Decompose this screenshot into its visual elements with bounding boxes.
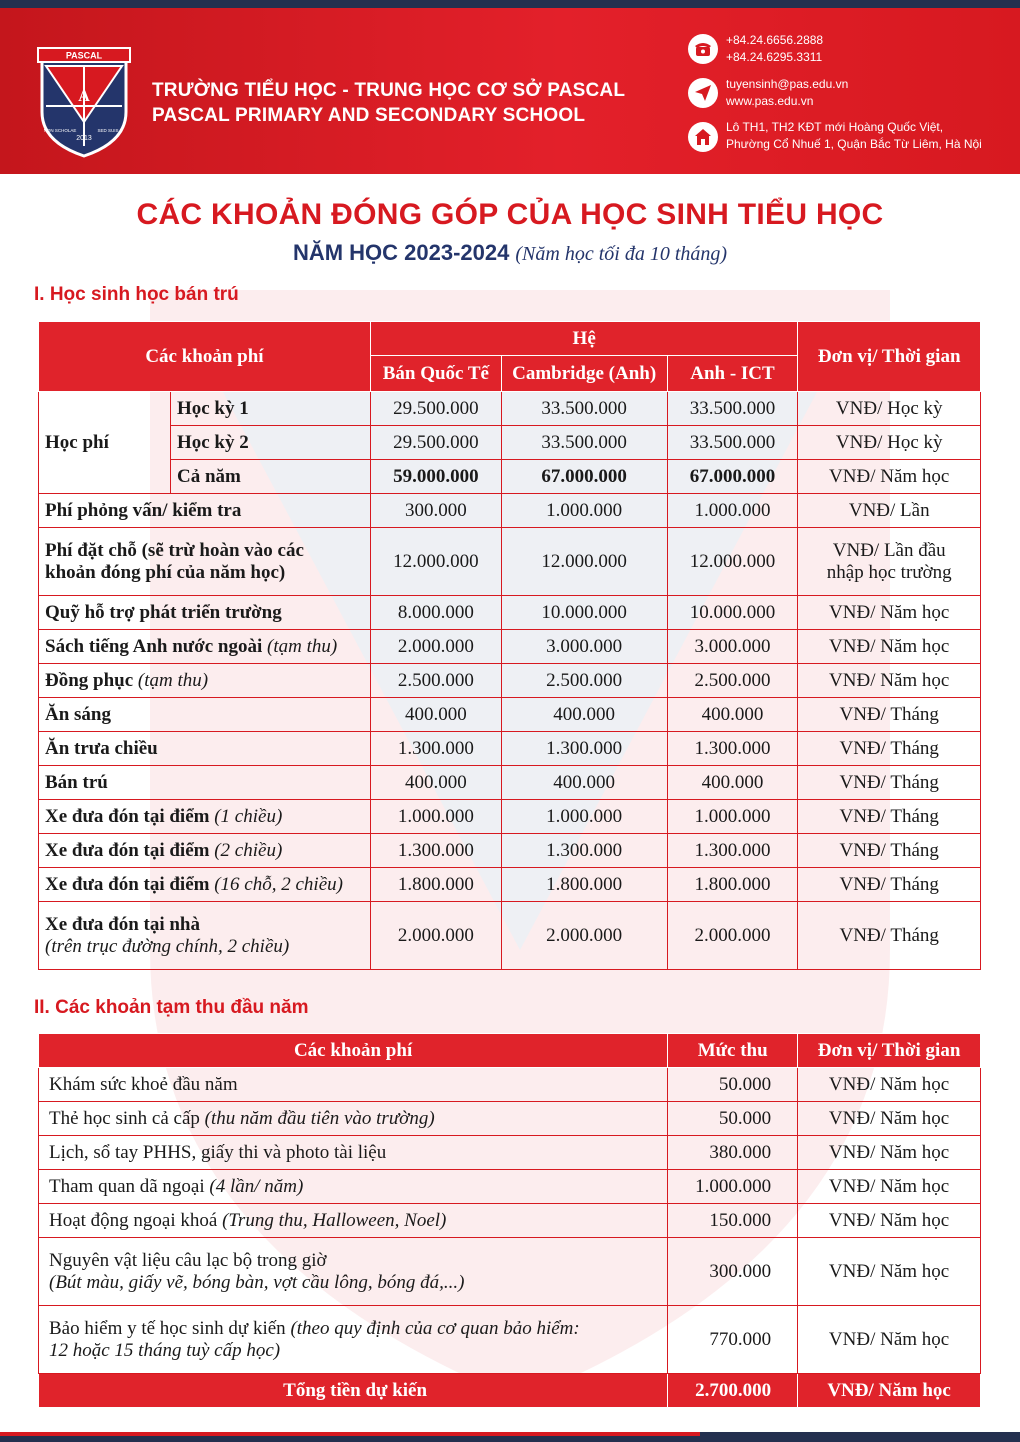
fee-label bbox=[39, 834, 371, 868]
fee-label-note-2: 12 hoặc 15 tháng tuỳ cấp học) bbox=[49, 1339, 281, 1361]
fee-label bbox=[39, 664, 371, 698]
fee-label-main: Khám sức khoẻ đầu năm bbox=[49, 1073, 238, 1095]
footer-border bbox=[0, 1432, 1020, 1442]
table-row bbox=[39, 800, 981, 834]
school-year-note: (Năm học tối đa 10 tháng) bbox=[515, 243, 728, 265]
page-subtitle bbox=[0, 240, 1020, 266]
page-title: CÁC KHOẢN ĐÓNG GÓP CỦA HỌC SINH TIỂU HỌC bbox=[136, 198, 884, 231]
fee-label bbox=[39, 800, 371, 834]
fee-value: 1.300.000 bbox=[667, 834, 798, 868]
fee-value: 2.500.000 bbox=[667, 664, 798, 698]
fee-amount: 50.000 bbox=[668, 1102, 798, 1136]
program-header: Bán Quốc Tế bbox=[370, 356, 501, 392]
start-of-year-fee-table bbox=[38, 1033, 981, 1408]
fee-value: 12.000.000 bbox=[370, 528, 501, 596]
send-icon bbox=[688, 78, 718, 108]
fee-value: 2.500.000 bbox=[370, 664, 501, 698]
fee-value: 2.000.000 bbox=[667, 902, 798, 970]
fee-value: 2.500.000 bbox=[501, 664, 667, 698]
table-row bbox=[39, 494, 981, 528]
table-row bbox=[39, 1306, 981, 1374]
fee-label bbox=[39, 1136, 668, 1170]
fee-value: 400.000 bbox=[370, 766, 501, 800]
fee-unit: VNĐ/ Tháng bbox=[798, 902, 981, 970]
header-unit: Đơn vị/ Thời gian bbox=[798, 1034, 981, 1068]
email-link[interactable]: tuyensinh@pas.edu.vn bbox=[726, 77, 849, 91]
fee-label: Ăn sáng bbox=[39, 698, 371, 732]
table-row bbox=[39, 698, 981, 732]
fee-value: 1.800.000 bbox=[501, 868, 667, 902]
fee-label bbox=[39, 1204, 668, 1238]
program-header: Anh - ICT bbox=[667, 356, 798, 392]
fee-value: 1.300.000 bbox=[501, 732, 667, 766]
school-crest-logo bbox=[34, 46, 134, 158]
fee-label-note: (Bút màu, giấy vẽ, bóng bàn, vợt cầu lông, bóng đá,...) bbox=[49, 1271, 465, 1293]
fee-value: 400.000 bbox=[370, 698, 501, 732]
fee-unit: VNĐ/ Tháng bbox=[798, 698, 981, 732]
section-2-heading: II. Các khoản tạm thu đầu năm bbox=[34, 997, 309, 1018]
table-row bbox=[39, 426, 981, 460]
header-fees: Các khoản phí bbox=[39, 322, 371, 392]
term-label: Học kỳ 2 bbox=[170, 426, 370, 460]
table-row bbox=[39, 596, 981, 630]
fee-label bbox=[39, 1102, 668, 1136]
fee-label-note: (1 chiều) bbox=[214, 805, 283, 827]
fee-label-main: Thẻ học sinh cả cấp bbox=[49, 1107, 200, 1129]
program-header: Cambridge (Anh) bbox=[501, 356, 667, 392]
home-icon bbox=[688, 122, 718, 152]
fee-unit: VNĐ/ Năm học bbox=[798, 1102, 981, 1136]
fee-value: 29.500.000 bbox=[370, 392, 501, 426]
fee-label-main: Xe đưa đón tại điểm bbox=[45, 873, 210, 895]
fee-value: 400.000 bbox=[667, 698, 798, 732]
total-unit: VNĐ/ Năm học bbox=[798, 1374, 981, 1408]
term-label: Cả năm bbox=[170, 460, 370, 494]
fee-label bbox=[39, 1238, 668, 1306]
fee-unit: VNĐ/ Năm học bbox=[798, 630, 981, 664]
table-row bbox=[39, 1204, 981, 1238]
semi-boarding-fee-table bbox=[38, 321, 981, 970]
fee-value: 8.000.000 bbox=[370, 596, 501, 630]
table-row bbox=[39, 1170, 981, 1204]
term-label: Học kỳ 1 bbox=[170, 392, 370, 426]
phone-number-1[interactable]: +84.24.6656.2888 bbox=[726, 33, 824, 47]
fee-label bbox=[39, 1170, 668, 1204]
fee-value: 1.300.000 bbox=[667, 732, 798, 766]
table-row bbox=[39, 630, 981, 664]
fee-unit: VNĐ/ Tháng bbox=[798, 766, 981, 800]
tuition-label: Học phí bbox=[39, 392, 171, 494]
address-line-1: Lô TH1, TH2 KĐT mới Hoàng Quốc Việt, bbox=[726, 120, 944, 134]
fee-amount: 150.000 bbox=[668, 1204, 798, 1238]
fee-value: 1.300.000 bbox=[501, 834, 667, 868]
fee-unit: VNĐ/ Năm học bbox=[798, 1068, 981, 1102]
fee-value: 2.000.000 bbox=[370, 630, 501, 664]
school-year: NĂM HỌC 2023-2024 bbox=[292, 240, 510, 265]
fee-value: 300.000 bbox=[370, 494, 501, 528]
table-row bbox=[39, 1238, 981, 1306]
fee-unit-line-2: nhập học trường bbox=[826, 561, 952, 583]
total-row bbox=[39, 1374, 981, 1408]
fee-label-note: (2 chiều) bbox=[214, 839, 283, 861]
fee-label-main: Đồng phục bbox=[45, 669, 134, 691]
school-name-vietnamese: TRƯỜNG TIỂU HỌC - TRUNG HỌC CƠ SỞ PASCAL bbox=[152, 80, 626, 101]
fee-value: 33.500.000 bbox=[501, 426, 667, 460]
header-banner bbox=[0, 8, 1020, 174]
fee-label-note: (4 lần/ năm) bbox=[209, 1175, 304, 1197]
fee-label-note: (trên trục đường chính, 2 chiều) bbox=[45, 935, 290, 957]
fee-unit: VNĐ/ Lần bbox=[798, 494, 981, 528]
fee-label bbox=[39, 1306, 668, 1374]
section-1-heading: I. Học sinh học bán trú bbox=[34, 284, 239, 305]
fee-amount: 1.000.000 bbox=[668, 1170, 798, 1204]
top-border bbox=[0, 0, 1020, 8]
phone-icon bbox=[688, 34, 718, 64]
table-row bbox=[39, 1068, 981, 1102]
fee-value: 10.000.000 bbox=[667, 596, 798, 630]
website-link[interactable]: www.pas.edu.vn bbox=[726, 94, 814, 108]
fee-unit: VNĐ/ Năm học bbox=[798, 664, 981, 698]
table-row bbox=[39, 1102, 981, 1136]
total-label: Tổng tiền dự kiến bbox=[39, 1374, 668, 1408]
fee-value: 12.000.000 bbox=[501, 528, 667, 596]
fee-value: 2.000.000 bbox=[370, 902, 501, 970]
fee-value: 400.000 bbox=[667, 766, 798, 800]
fee-amount: 50.000 bbox=[668, 1068, 798, 1102]
fee-value: 1.000.000 bbox=[667, 800, 798, 834]
table-row bbox=[39, 460, 981, 494]
fee-label bbox=[39, 902, 371, 970]
fee-value: 1.800.000 bbox=[667, 868, 798, 902]
fee-label: Ăn trưa chiều bbox=[39, 732, 371, 766]
fee-value: 1.000.000 bbox=[501, 800, 667, 834]
fee-value: 29.500.000 bbox=[370, 426, 501, 460]
fee-label-main: Xe đưa đón tại điểm bbox=[45, 805, 210, 827]
total-amount: 2.700.000 bbox=[668, 1374, 798, 1408]
fee-label bbox=[39, 868, 371, 902]
fee-value: 400.000 bbox=[501, 766, 667, 800]
footer-accent bbox=[0, 1432, 700, 1436]
crest-motto-right: SED SUIS bbox=[97, 128, 119, 133]
fee-unit: VNĐ/ Học kỳ bbox=[798, 392, 981, 426]
fee-value: 1.000.000 bbox=[667, 494, 798, 528]
fee-label-line-2: khoản đóng phí của năm học) bbox=[45, 561, 286, 583]
fee-label bbox=[39, 1068, 668, 1102]
header-fees: Các khoản phí bbox=[39, 1034, 668, 1068]
fee-label-main: Lịch, sổ tay PHHS, giấy thi và photo tài liệu bbox=[49, 1141, 387, 1163]
table-row bbox=[39, 766, 981, 800]
fee-unit: VNĐ/ Năm học bbox=[798, 460, 981, 494]
fee-label-note: (tạm thu) bbox=[267, 635, 338, 657]
fee-amount: 380.000 bbox=[668, 1136, 798, 1170]
table-row bbox=[39, 732, 981, 766]
table-row bbox=[39, 528, 981, 596]
table-row bbox=[39, 868, 981, 902]
fee-label-main: Xe đưa đón tại điểm bbox=[45, 839, 210, 861]
fee-label-main: Xe đưa đón tại nhà bbox=[45, 913, 200, 935]
fee-label-main: Tham quan dã ngoại bbox=[49, 1175, 205, 1197]
fee-label-note: (theo quy định của cơ quan bảo hiểm: bbox=[290, 1317, 580, 1339]
fee-label-note: (16 chỗ, 2 chiều) bbox=[214, 873, 343, 895]
fee-value: 3.000.000 bbox=[667, 630, 798, 664]
address-line-2: Phường Cổ Nhuế 1, Quận Bắc Từ Liêm, Hà Nội bbox=[726, 137, 982, 151]
fee-unit: VNĐ/ Năm học bbox=[798, 1238, 981, 1306]
fee-value: 33.500.000 bbox=[501, 392, 667, 426]
fee-label-main: Bảo hiểm y tế học sinh dự kiến bbox=[49, 1317, 286, 1339]
phone-number-2[interactable]: +84.24.6295.3311 bbox=[726, 50, 823, 64]
fee-label-note: (thu năm đầu tiên vào trường) bbox=[204, 1107, 435, 1129]
fee-label-note: (tạm thu) bbox=[137, 669, 209, 691]
fee-unit: VNĐ/ Năm học bbox=[798, 1170, 981, 1204]
table-row bbox=[39, 902, 981, 970]
crest-banner-text: PASCAL bbox=[65, 50, 103, 61]
fee-unit: VNĐ/ Học kỳ bbox=[798, 426, 981, 460]
crest-year: 2013 bbox=[76, 135, 92, 142]
fee-label-main: Nguyên vật liệu câu lạc bộ trong giờ bbox=[49, 1249, 327, 1271]
fee-value: 33.500.000 bbox=[667, 392, 798, 426]
fee-value: 1.300.000 bbox=[370, 834, 501, 868]
fee-unit: VNĐ/ Năm học bbox=[798, 596, 981, 630]
fee-label: Bán trú bbox=[39, 766, 371, 800]
fee-label: Quỹ hỗ trợ phát triển trường bbox=[39, 596, 371, 630]
fee-unit: VNĐ/ Tháng bbox=[798, 834, 981, 868]
fee-unit: VNĐ/ Năm học bbox=[798, 1306, 981, 1374]
fee-value: 67.000.000 bbox=[667, 460, 798, 494]
fee-value: 3.000.000 bbox=[501, 630, 667, 664]
header-unit: Đơn vị/ Thời gian bbox=[798, 322, 981, 392]
fee-unit: VNĐ/ Năm học bbox=[798, 1204, 981, 1238]
fee-value: 400.000 bbox=[501, 698, 667, 732]
fee-value: 1.000.000 bbox=[370, 800, 501, 834]
fee-label bbox=[39, 528, 371, 596]
fee-label-line-1: Phí đặt chỗ (sẽ trừ hoàn vào các bbox=[45, 539, 304, 561]
fee-unit: VNĐ/ Tháng bbox=[798, 800, 981, 834]
fee-label-main: Hoạt động ngoại khoá bbox=[49, 1209, 218, 1231]
fee-value: 12.000.000 bbox=[667, 528, 798, 596]
fee-amount: 300.000 bbox=[668, 1238, 798, 1306]
table-row bbox=[39, 392, 981, 426]
fee-label-note: (Trung thu, Halloween, Noel) bbox=[222, 1209, 447, 1231]
school-name-english: PASCAL PRIMARY AND SECONDARY SCHOOL bbox=[152, 105, 586, 126]
fee-amount: 770.000 bbox=[668, 1306, 798, 1374]
fee-unit bbox=[798, 528, 981, 596]
crest-letter: A bbox=[78, 88, 90, 105]
fee-label bbox=[39, 630, 371, 664]
header-amount: Mức thu bbox=[668, 1034, 798, 1068]
fee-value: 10.000.000 bbox=[501, 596, 667, 630]
table-row bbox=[39, 1136, 981, 1170]
crest-motto-left: NON SCHOLAE bbox=[43, 128, 77, 133]
fee-value: 2.000.000 bbox=[501, 902, 667, 970]
fee-label: Phí phỏng vấn/ kiểm tra bbox=[39, 494, 371, 528]
fee-unit: VNĐ/ Tháng bbox=[798, 732, 981, 766]
fee-unit: VNĐ/ Năm học bbox=[798, 1136, 981, 1170]
fee-value: 59.000.000 bbox=[370, 460, 501, 494]
table-row bbox=[39, 834, 981, 868]
fee-value: 1.000.000 bbox=[501, 494, 667, 528]
fee-value: 33.500.000 bbox=[667, 426, 798, 460]
fee-value: 1.300.000 bbox=[370, 732, 501, 766]
fee-value: 1.800.000 bbox=[370, 868, 501, 902]
fee-label-main: Sách tiếng Anh nước ngoài bbox=[45, 635, 263, 657]
header-program: Hệ bbox=[370, 322, 798, 356]
fee-unit: VNĐ/ Tháng bbox=[798, 868, 981, 902]
table-row bbox=[39, 664, 981, 698]
fee-value: 67.000.000 bbox=[501, 460, 667, 494]
fee-unit-line-1: VNĐ/ Lần đầu bbox=[832, 539, 946, 561]
